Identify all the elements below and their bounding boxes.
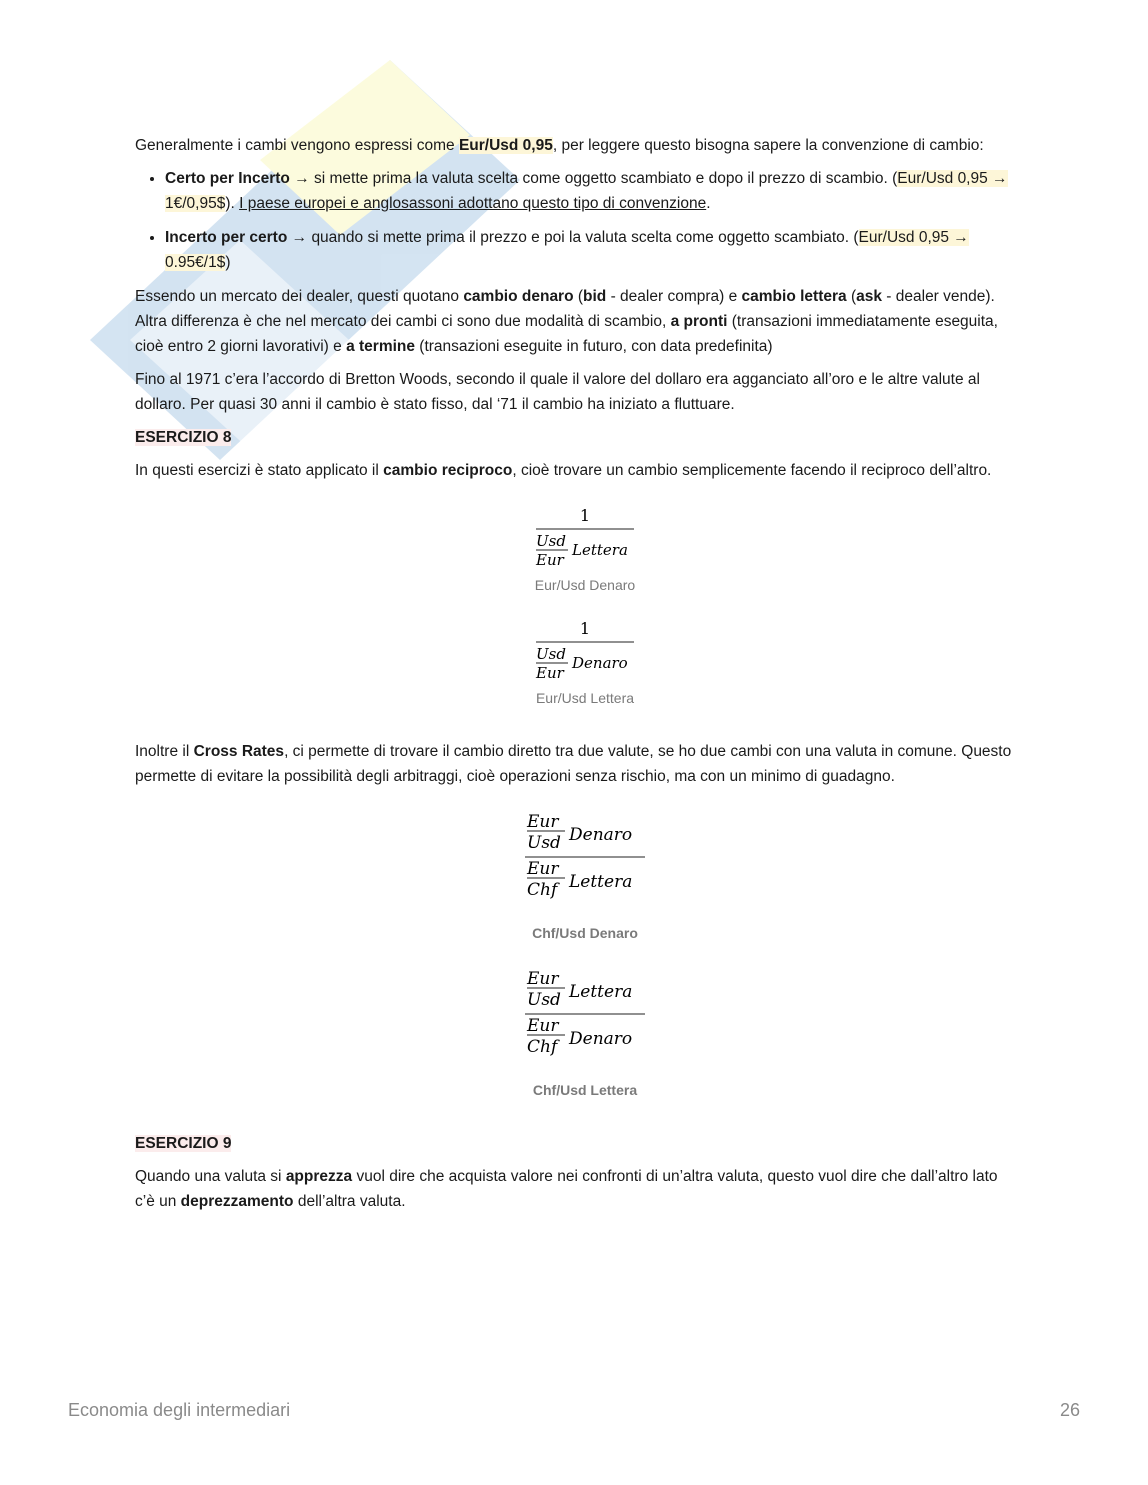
page-number: 26 xyxy=(1059,1400,1080,1420)
convention-list xyxy=(135,166,1015,275)
fraction-graphic xyxy=(523,811,647,907)
formula-cross-lettera xyxy=(135,968,1015,1103)
svg-text:Eur: Eur xyxy=(536,551,564,569)
intro-highlight: Eur/Usd 0,95 xyxy=(458,137,553,154)
svg-text:Lettera: Lettera xyxy=(572,541,628,559)
fraction-graphic xyxy=(523,968,647,1064)
svg-text:1: 1 xyxy=(579,619,591,638)
svg-text:Eur: Eur xyxy=(527,812,559,832)
exercise-8-paragraph: In questi esercizi è stato applicato il cambio reciproco, cioè trovare un cambio semplicemente facendo il reciproco dell’altro. xyxy=(135,462,992,479)
intro-paragraph: Generalmente i cambi vengono espressi come Eur/Usd 0,95, per leggere questo bisogna sapere la convenzione di cambio: xyxy=(135,137,984,154)
svg-text:Lettera: Lettera xyxy=(569,872,633,892)
svg-text:Denaro: Denaro xyxy=(572,654,628,672)
svg-text:Denaro: Denaro xyxy=(569,825,633,845)
svg-text:Eur: Eur xyxy=(536,664,564,682)
svg-text:Eur: Eur xyxy=(527,969,559,989)
dealer-paragraph: Essendo un mercato dei dealer, questi quotano cambio denaro (bid - dealer compra) e cambio lettera (ask - dealer vende). Altra differenza è che nel mercato dei cambi ci sono due modalità di scambio, a pronti (transazioni immediatamente eseguita, cioè entro 2 giorni lavorativi) e a termine (transazioni eseguite in futuro, con data predefinita) xyxy=(135,288,998,355)
fraction-graphic xyxy=(530,616,640,682)
fraction-graphic xyxy=(530,503,640,569)
exercise-9-heading: ESERCIZIO 9 xyxy=(135,1135,232,1152)
exercise-9-paragraph: Quando una valuta si apprezza vuol dire che acquista valore nei confronti di un’altra valuta, questo vuol dire che dall’altro lato c’è un deprezzamento dell’altra valuta. xyxy=(135,1168,998,1210)
formula-caption: Eur/Usd Lettera xyxy=(535,690,635,706)
cross-rates-paragraph: Inoltre il Cross Rates, ci permette di trovare il cambio diretto tra due valute, se ho due cambi con una valuta in comune. Questo permette di evitare la possibilità degli arbitraggi, cioè operazioni senza rischio, ma con un minimo di guadagno. xyxy=(135,743,1012,785)
svg-text:Usd: Usd xyxy=(527,833,561,853)
formula-caption: Eur/Usd Denaro xyxy=(534,577,636,593)
svg-text:Usd: Usd xyxy=(536,645,566,663)
page-footer xyxy=(68,1400,1080,1421)
formula-caption: Chf/Usd Lettera xyxy=(532,1082,638,1098)
formula-reciprocal-lettera xyxy=(135,616,1015,711)
svg-text:Eur: Eur xyxy=(527,859,559,879)
svg-text:Usd: Usd xyxy=(527,990,561,1010)
svg-text:Chf: Chf xyxy=(527,880,558,900)
formula-reciprocal-denaro xyxy=(135,503,1015,598)
svg-text:Lettera: Lettera xyxy=(569,982,633,1002)
list-item: • Incerto per certo → quando si mette prima il prezzo e poi la valuta scelta come oggetto scambiato. (Eur/Usd 0,95 → 0.95€/1$) xyxy=(165,225,1015,275)
svg-text:Chf: Chf xyxy=(527,1037,558,1057)
formula-cross-denaro xyxy=(135,811,1015,946)
list-item: • Certo per Incerto → si mette prima la valuta scelta come oggetto scambiato e dopo il prezzo di scambio. (Eur/Usd 0,95 → 1€/0,95$). I paese europei e anglosassoni adottano questo tipo di convenzione. xyxy=(165,166,1015,216)
svg-text:1: 1 xyxy=(579,506,591,525)
svg-text:Denaro: Denaro xyxy=(569,1029,633,1049)
svg-text:Usd: Usd xyxy=(536,532,566,550)
exercise-8-heading: ESERCIZIO 8 xyxy=(135,429,232,446)
svg-text:Eur: Eur xyxy=(527,1016,559,1036)
footer-title: Economia degli intermediari xyxy=(68,1400,291,1420)
bretton-woods-paragraph: Fino al 1971 c’era l’accordo di Bretton Woods, secondo il quale il valore del dollaro era agganciato all’oro e le altre valute al dollaro. Per quasi 30 anni il cambio è stato fisso, dal ‘71 il cambio ha iniziato a fluttuare. xyxy=(135,371,980,413)
formula-caption: Chf/Usd Denaro xyxy=(532,925,638,941)
